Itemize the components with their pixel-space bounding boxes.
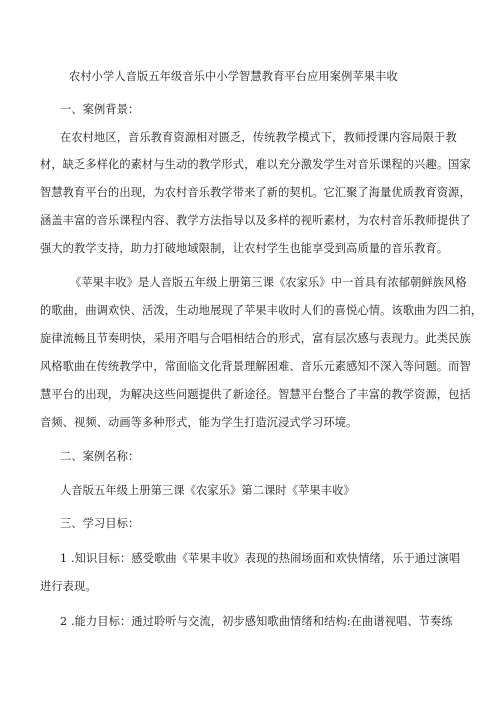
paragraph-line: 智慧教育平台的出现，为农村音乐教学带来了新的契机。它汇聚了海量优质教育资源， xyxy=(40,186,471,199)
section-heading-case-name: 二、案例名称： xyxy=(60,450,140,463)
goal-line: 2 .能力目标：通过聆听与交流，初步感知歌曲情绪和结构:在曲谱视唱、节奏练 xyxy=(60,615,453,628)
goal-line: 1 .知识目标：感受歌曲《苹果丰收》表现的热闹场面和欢快情绪，乐于通过演唱 xyxy=(60,552,461,565)
goal-line: 进行表现。 xyxy=(40,580,97,593)
paragraph-line: 慧平台的出现，为解决这些问题提供了新途径。智慧平台整合了丰富的教学资源，包括 xyxy=(40,388,471,401)
paragraph-line: 材，缺乏多样化的素材与生动的教学形式，难以充分激发学生对音乐课程的兴趣。国家 xyxy=(40,158,471,171)
document-title: 农村小学人音版五年级音乐中小学智慧教育平台应用案例苹果丰收 xyxy=(69,70,398,83)
case-name-text: 人音版五年级上册第三课《农家乐》第二课时《苹果丰收》 xyxy=(60,484,355,497)
paragraph-line: 《苹果丰收》是人音版五年级上册第三课《农家乐》中一首具有浓郁朝鲜族风格 xyxy=(70,276,467,289)
paragraph-line: 的歌曲，曲调欢快、活泼，生动地展现了苹果丰收时人们的喜悦心情。该歌曲为四二拍， xyxy=(40,304,483,317)
paragraph-line: 涵盖丰富的音乐课程内容、教学方法指导以及多样的视听素材，为农村音乐教师提供了 xyxy=(40,214,471,227)
paragraph-line: 强大的教学支持，助力打破地域限制，让农村学生也能享受到高质量的音乐教育。 xyxy=(40,242,449,255)
paragraph-line: 旋律流畅且节奏明快，采用齐唱与合唱相结合的形式，富有层次感与表现力。此类民族 xyxy=(40,332,471,345)
paragraph-line: 风格歌曲在传统教学中，常面临文化背景理解困难、音乐元素感知不深入等问题。而智 xyxy=(40,360,471,373)
section-heading-background: 一、案例背景： xyxy=(60,103,140,116)
paragraph-line: 在农村地区，音乐教育资源相对匮乏，传统教学模式下，教师授课内容局限于教 xyxy=(60,131,457,144)
section-heading-learning-goals: 三、学习目标： xyxy=(60,517,140,530)
paragraph-line: 音频、视频、动画等多种形式，能为学生打造沉浸式学习环境。 xyxy=(40,416,358,429)
